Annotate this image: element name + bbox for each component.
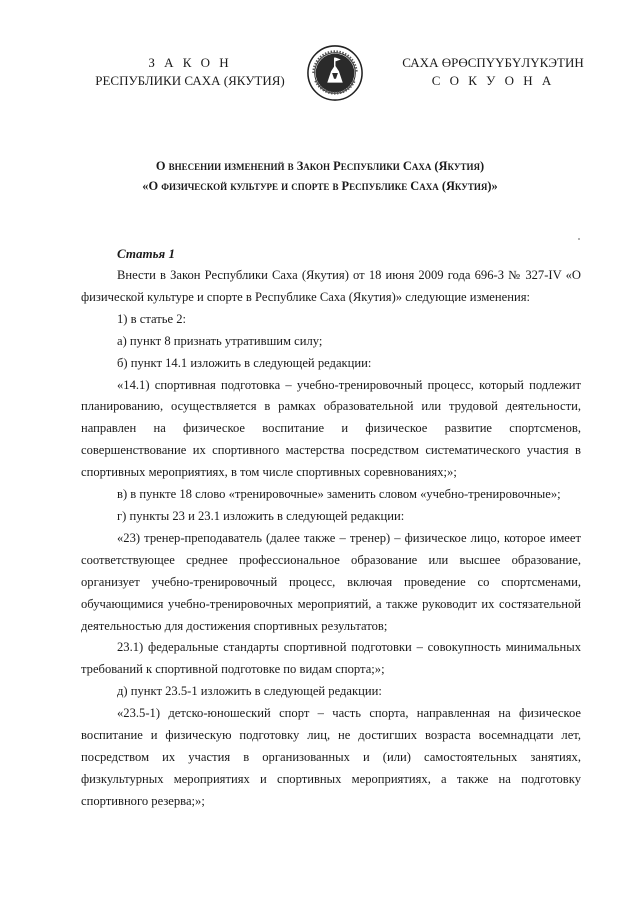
paragraph: «23.5-1) детско-юношеский спорт – часть спорта, направленная на физическое воспитание и физическую подготовку лиц, не достигших возраста восемнадцати лет, посредством их участия в организованных и (или) самостоятельных занятиях, физкультурных мероприятиях и спортивных мероприятиях, а также на подготовку спортивного резерва;»; xyxy=(81,706,581,808)
header-republic-sakha: САХА ӨРӨСПҮҮБҮЛҮКЭТИН xyxy=(402,55,584,70)
paragraph: 1) в статье 2: xyxy=(117,311,187,326)
scan-speck xyxy=(578,238,580,240)
header-law-label-sakha: С О К У О Н А xyxy=(431,73,555,88)
article-heading: Статья 1 xyxy=(117,246,175,261)
header-law-label: З А К О Н xyxy=(148,55,232,70)
paragraph: в) в пункте 18 слово «тренировочные» заменить словом «учебно-тренировочные»; xyxy=(117,487,561,502)
header-republic-ru: РЕСПУБЛИКИ САХА (ЯКУТИЯ) xyxy=(95,73,285,88)
header-right xyxy=(378,54,608,90)
article-body xyxy=(81,265,581,813)
paragraph: «14.1) спортивная подготовка – учебно-тренировочный процесс, который подлежит планированию, осуществляется в рамках образовательной или трудовой деятельности, направлен на физическое воспитание и физическое развитие спортсменов, совершенствование их спортивного мастерства посредством систематического участия в спортивных мероприятиях, в том числе спортивных соревнованиях;»; xyxy=(81,377,581,480)
header-left xyxy=(70,54,310,90)
paragraph: г) пункты 23 и 23.1 изложить в следующей редакции: xyxy=(117,508,405,523)
title-line-1: О внесении изменений в Закон Республики Саха (Якутия) xyxy=(155,159,485,173)
document-title xyxy=(60,156,580,196)
coat-of-arms-emblem-icon xyxy=(306,44,364,102)
paragraph: д) пункт 23.5-1 изложить в следующей редакции: xyxy=(117,684,382,699)
paragraph: «23) тренер-преподаватель (далее также – тренер) – физическое лицо, которое имеет соответствующее среднее профессиональное образование или высшее образование, организует учебно-тренировочный процесс, включая проведение со спортсменами, обучающимися учебно-тренировочных мероприятий, а также руководит их состязательной деятельностью для достижения спортивных результатов; xyxy=(81,530,581,633)
title-line-2: «О физической культуре и спорте в Республике Саха (Якутия)» xyxy=(142,179,498,193)
paragraph: б) пункт 14.1 изложить в следующей редакции: xyxy=(117,355,372,370)
paragraph: Внести в Закон Республики Саха (Якутия) от 18 июня 2009 года 696-З № 327-IV «О физической культуре и спорте в Республике Саха (Якутия)» следующие изменения: xyxy=(81,268,581,304)
paragraph: а) пункт 8 признать утратившим силу; xyxy=(117,333,323,348)
paragraph: 23.1) федеральные стандарты спортивной подготовки – совокупность минимальных требований к спортивной подготовке по видам спорта;»; xyxy=(81,640,581,677)
